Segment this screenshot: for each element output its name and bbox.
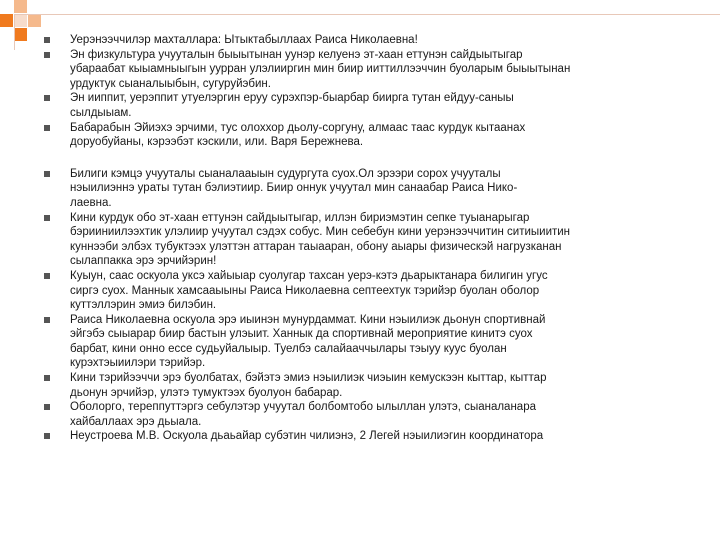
deco-square-mid — [28, 14, 41, 27]
list-item-text: Кини тэрийээччи эрэ буолбатах, бэйэтэ эмиэ нэыилиэк чиэыин кемускээн кыттар, кыттар дьонун эрчийэр, улэтэ тумуктээх буолуон бабарар. — [70, 372, 547, 399]
bullet-icon — [44, 375, 50, 381]
deco-square-accent — [0, 14, 13, 27]
list-item-text: Бабарабын Эйиэхэ эрчими, тус олоххор дьолу-соргуну, алмаас таас курдук кытаанах доруобуйаны, кэрээбэт кэскили, или. Варя Бережнева. — [70, 121, 526, 149]
side-rule — [14, 14, 15, 50]
slide-content — [44, 33, 708, 444]
list-item — [44, 211, 708, 269]
list-item-text: Куыун, саас оскуола уксэ хайыыар суолугар тахсан уерэ-кэтэ дьарыктанара билигин угус сиргэ суох. Маннык хамсааыыны Раиса Николаевна септеехтук тэрийэр буолан оболор куттэллэрин эмиэ билэбин. — [70, 269, 548, 312]
bullet-group-teacher-description — [44, 167, 708, 444]
list-item — [44, 400, 708, 429]
deco-square-bottom — [14, 28, 27, 41]
bullet-group-teacher-thanks — [44, 33, 708, 150]
group-spacer — [44, 150, 708, 167]
deco-square-pale — [14, 14, 27, 27]
list-item-text: Эн ииппит, уерэппит утуелэргин еруу сурэхпэр-быарбар биирга тутан ейдуу-саныы сылдыыам. — [70, 92, 514, 119]
list-item — [44, 33, 708, 48]
list-item — [44, 121, 708, 150]
list-item — [44, 269, 708, 313]
bullet-icon — [44, 404, 50, 410]
deco-square-top — [14, 0, 27, 13]
bullet-icon — [44, 52, 50, 58]
list-item-text: Неустроева М.В. Оскуола дьаьайар субэтин чилиэнэ, 2 Легей нэыилиэгин координатора — [70, 430, 544, 443]
list-item-text: Раиса Николаевна оскуола эрэ иыинэн мунурдаммат. Кини нэыилиэк дьонун спортивнай эйгэбэ сыыарар биир бастын улэыит. Ханнык да спортивнай мероприятие кинитэ суох барбат, кини онно ессе судьуйалыыр. Туелбэ салайааччылары тэыуу куус буолан курэхтэыиилэри тэрийэр. — [70, 313, 546, 370]
bullet-icon — [44, 215, 50, 221]
list-item — [44, 371, 708, 400]
list-item — [44, 48, 708, 92]
list-item — [44, 91, 708, 120]
bullet-icon — [44, 95, 50, 101]
list-item-text: Билиги кэмцэ учууталы сыаналааыын судургута суох.Ол эрээри сорох учууталы нэыилиэннэ ураты тутан бэлиэтиир. Биир оннук учуутал мин санаабар Раиса Нико- лаевна. — [70, 167, 518, 209]
bullet-icon — [44, 171, 50, 177]
list-item-text: Уерэнээччилэр махталлара: Ытыктабыллаах Раиса Николаевна! — [70, 34, 418, 46]
list-item-text: Кини курдук обо эт-хаан еттунэн сайдыытыгар, иллэн бириэмэтин сепке туыанарыгар бэрииниилээхтик улэлиир учуутал сэдэх собус. Мин себебун кини уерэнээччитин ситиыиитин куннээби элбэх тубуктээх улэттэн аттаран таыааран, обону аыары физическэй нагрузканан сылаппакка эрэ эрчийэрин! — [70, 211, 571, 268]
bullet-icon — [44, 317, 50, 323]
bullet-icon — [44, 273, 50, 279]
list-item — [44, 429, 708, 444]
list-item — [44, 167, 708, 211]
list-item — [44, 313, 708, 371]
bullet-icon — [44, 37, 50, 43]
bullet-icon — [44, 433, 50, 439]
header-rule — [14, 14, 720, 15]
list-item-text: Оболорго, тереппуттэргэ себулэтэр учуутал болбомтобо ылыллан улэтэ, сыаналанара хайбаллаах эрэ дьыала. — [70, 401, 536, 428]
bullet-icon — [44, 125, 50, 131]
list-item-text: Эн физкультура учууталын быыытынан уунэр келуенэ эт-хаан еттунэн сайдыытыгар убараабат кыыамныыгын уурран улэлииргин мин биир ииттиллээччин буоларым быыытынан урдуктук сыаналыыбын, сугуруйэбин. — [70, 48, 571, 90]
